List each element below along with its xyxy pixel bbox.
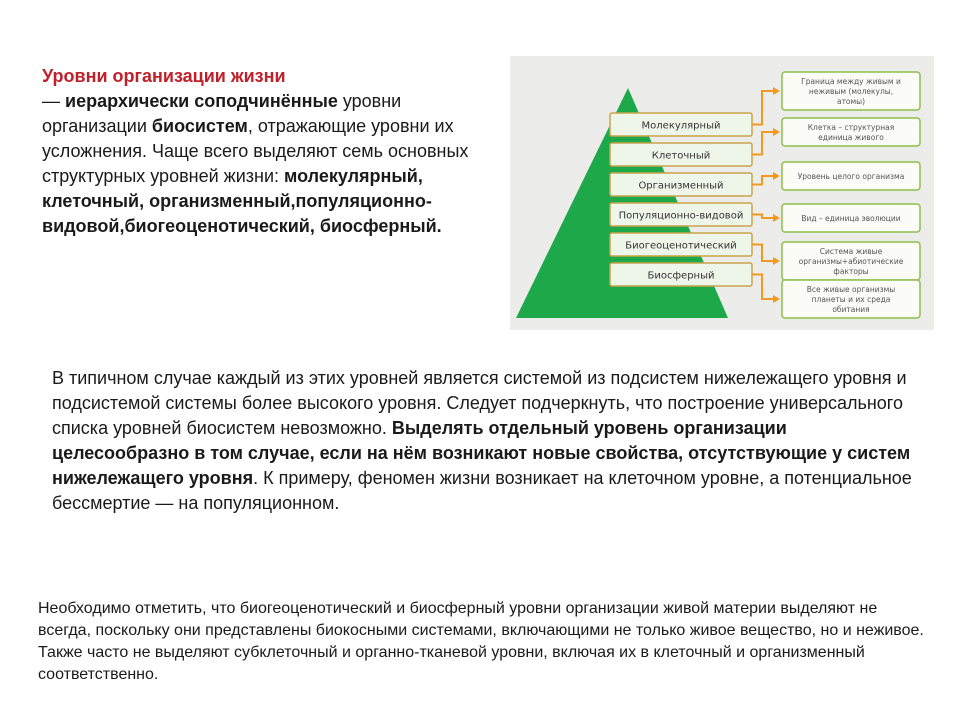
typical-case-paragraph	[52, 366, 922, 516]
para1-text-2: . К примеру, феномен жизни возникает на клеточном уровне, а потенциальное бессмертие — на популяционном.	[52, 468, 912, 513]
note-line: организмы+абиотические	[798, 257, 904, 266]
note-line: неживым (молекулы,	[808, 87, 894, 96]
intro-text-1: —	[42, 91, 66, 111]
arrow-head-icon	[773, 257, 780, 265]
intro-bold-3: молекулярный, клеточный, организменный,популяционно-видовой,биогеоценотический, биосферный.	[42, 166, 442, 236]
connector-arrow	[752, 245, 774, 262]
note-line: факторы	[833, 267, 869, 276]
arrow-head-icon	[773, 214, 780, 222]
level-label: Биосферный	[647, 270, 715, 282]
note-line: единица живого	[818, 133, 884, 142]
intro-bold-2: биосистем	[151, 116, 248, 136]
note-line: обитания	[832, 305, 870, 314]
intro-title: Уровни организации жизни	[42, 66, 286, 86]
connector-arrow	[752, 215, 774, 219]
connector-arrow	[752, 91, 774, 125]
arrow-head-icon	[773, 172, 780, 180]
intro-bold-1: иерархически соподчинённые	[65, 91, 338, 111]
level-label: Клеточный	[651, 150, 711, 162]
connector-arrow	[752, 275, 774, 300]
level-label: Молекулярный	[641, 120, 721, 132]
arrow-head-icon	[773, 128, 780, 136]
level-label: Популяционно-видовой	[618, 210, 744, 222]
levels-diagram-svg	[510, 56, 934, 330]
note-line: Все живые организмы	[806, 285, 896, 294]
level-label: Организменный	[638, 180, 724, 192]
arrow-head-icon	[773, 295, 780, 303]
note-line: планеты и их среда	[811, 295, 891, 304]
note-paragraph: Необходимо отметить, что биогеоценотический и биосферный уровни организации живой материи выделяют не всегда, поскольку они представлены биокосными системами, включающими не только живое вещество, но и неживое. Также часто не выделяют субклеточный и органно-тканевой уровни, включая их в клеточный и организменный соответственно.	[38, 600, 924, 683]
note-line: Вид – единица эволюции	[801, 214, 901, 223]
note-line: атомы)	[836, 97, 866, 106]
intro-text-3: , отражающие уровни их усложнения. Чаще всего выделяют семь основных структурных уровней жизни:	[42, 116, 469, 186]
intro-text-2: уровни организации	[42, 91, 402, 136]
note-line: Клетка – структурная	[807, 123, 895, 132]
para1-bold: Выделять отдельный уровень организации целесообразно в том случае, если на нём возникают новые свойства, отсутствующие у систем нижележащего уровня	[52, 418, 911, 488]
note-line: Система живые	[819, 247, 883, 256]
note-line: Уровень целого организма	[797, 172, 905, 181]
levels-diagram	[510, 56, 934, 330]
para1-text-1: В типичном случае каждый из этих уровней является системой из подсистем нижележащего уровня и подсистемой системы более высокого уровня. Следует подчеркнуть, что построение универсального списка уровней биосистем невозможно.	[52, 368, 907, 438]
arrow-head-icon	[773, 87, 780, 95]
connector-arrow	[752, 132, 774, 155]
note-line: Граница между живым и	[801, 77, 901, 86]
level-label: Биогеоценотический	[625, 240, 737, 252]
connector-arrow	[752, 176, 774, 185]
intro-paragraph	[42, 64, 482, 239]
